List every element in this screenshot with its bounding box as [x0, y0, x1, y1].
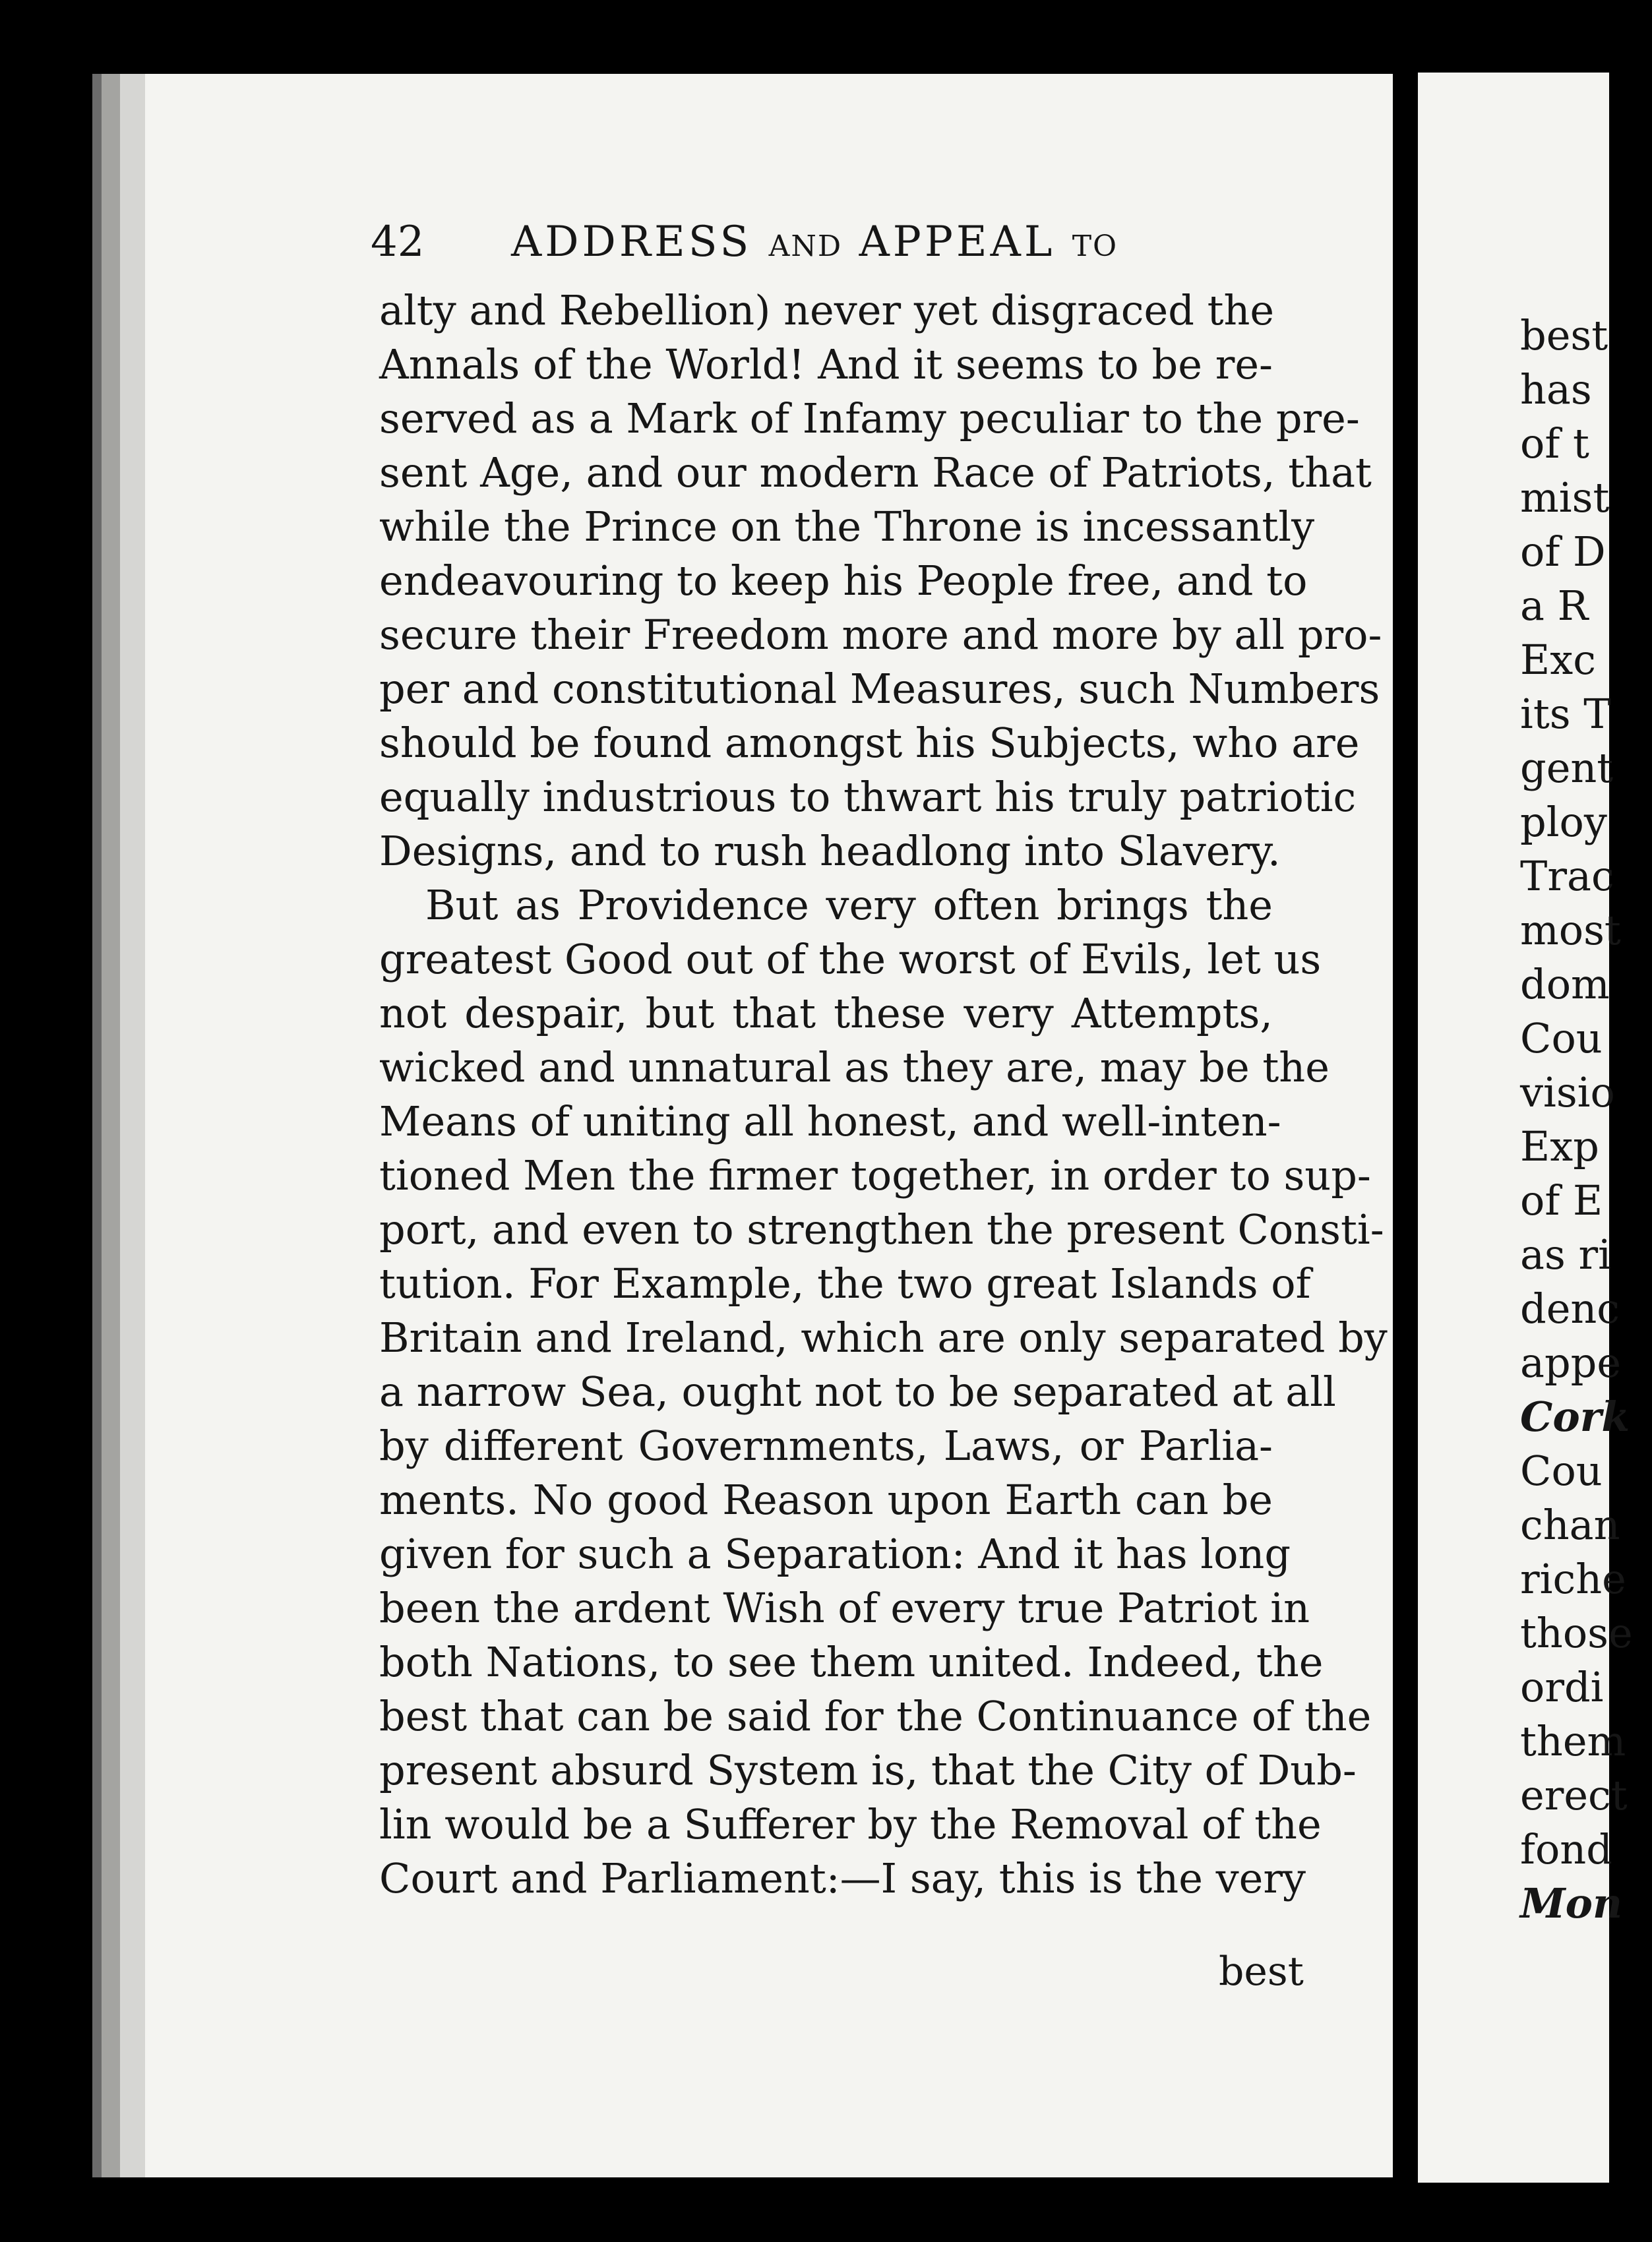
text-line: wicked and unnatural as they are, may be the	[379, 1043, 1330, 1091]
text-line: Means of uniting all honest, and well-inten-	[379, 1097, 1281, 1145]
running-title: ADDRESS AND APPEAL TO	[511, 218, 1118, 266]
text-fragment: of D	[1520, 528, 1606, 576]
text-line: best that can be said for the Continuance of the	[379, 1692, 1372, 1740]
text-fragment: riche	[1520, 1555, 1626, 1603]
text-fragment: chan	[1520, 1501, 1620, 1549]
text-fragment: its T	[1520, 690, 1611, 738]
text-fragment: Trac	[1520, 852, 1614, 900]
text-fragment: a R	[1520, 582, 1589, 630]
text-line: been the ardent Wish of every true Patriot in	[379, 1584, 1310, 1632]
text-fragment: appe	[1520, 1339, 1622, 1387]
text-line: alty and Rebellion) never yet disgraced the	[379, 286, 1275, 334]
text-fragment: ploy	[1520, 798, 1607, 846]
text-line: tioned Men the firmer together, in order to sup-	[379, 1151, 1371, 1199]
text-fragment: Exc	[1520, 636, 1596, 684]
text-fragment: as ri	[1520, 1230, 1611, 1279]
text-line: lin would be a Sufferer by the Removal of the	[379, 1800, 1322, 1848]
text-line: should be found amongst his Subjects, who are	[379, 719, 1360, 767]
text-fragment: gent	[1520, 744, 1614, 792]
text-fragment: erect	[1520, 1771, 1628, 1819]
text-fragment: ordi	[1520, 1663, 1604, 1711]
text-line: given for such a Separation: And it has long	[379, 1530, 1291, 1578]
text-line: by different Governments, Laws, or Parlia-	[379, 1422, 1273, 1470]
text-line: ments. No good Reason upon Earth can be	[379, 1476, 1273, 1524]
page-number: 42	[371, 218, 425, 266]
text-line: served as a Mark of Infamy peculiar to the pre-	[379, 394, 1360, 442]
text-fragment: has	[1520, 365, 1592, 413]
text-fragment: mist	[1520, 473, 1610, 522]
text-fragment: Cou	[1520, 1014, 1603, 1062]
text-line: endeavouring to keep his People free, and to	[379, 557, 1308, 605]
text-fragment: best	[1520, 311, 1608, 359]
text-line: present absurd System is, that the City of Dub-	[379, 1746, 1357, 1794]
page-header	[277, 218, 1279, 277]
catchword: best	[1219, 1949, 1304, 1995]
text-line: secure their Freedom more and more by all pro-	[379, 611, 1382, 659]
text-line: Britain and Ireland, which are only separated by	[379, 1314, 1388, 1362]
paragraph-start-line: But as Providence very often brings the	[425, 881, 1273, 929]
text-line: while the Prince on the Throne is incessantly	[379, 502, 1315, 551]
text-line: per and constitutional Measures, such Numbers	[379, 665, 1380, 713]
text-line: equally industrious to thwart his truly patriotic	[379, 773, 1357, 821]
text-fragment: most	[1520, 906, 1621, 954]
text-fragment: denc	[1520, 1285, 1620, 1333]
text-line: tution. For Example, the two great Islands of	[379, 1259, 1311, 1308]
text-fragment: Cou	[1520, 1447, 1603, 1495]
text-line: sent Age, and our modern Race of Patriots, that	[379, 448, 1372, 497]
text-line: both Nations, to see them united. Indeed, the	[379, 1638, 1324, 1686]
text-line: port, and even to strengthen the present Consti-	[379, 1205, 1384, 1254]
text-fragment: Mon	[1520, 1879, 1623, 1927]
text-fragment: them	[1520, 1717, 1626, 1765]
text-line: greatest Good out of the worst of Evils, let us	[379, 935, 1322, 983]
text-line: Designs, and to rush headlong into Slavery.	[379, 827, 1281, 875]
text-fragment: of E	[1520, 1176, 1603, 1225]
text-line: not despair, but that these very Attempts,	[379, 989, 1273, 1037]
text-fragment: those	[1520, 1609, 1633, 1657]
right-page-text	[1520, 309, 1652, 1931]
text-line: a narrow Sea, ought not to be separated at all	[379, 1368, 1336, 1416]
text-fragment: Cork	[1520, 1393, 1630, 1441]
text-fragment: of t	[1520, 419, 1589, 468]
text-fragment: dom	[1520, 960, 1610, 1008]
text-fragment: fond	[1520, 1825, 1612, 1873]
text-line: Annals of the World! And it seems to be re-	[379, 340, 1273, 388]
body-text	[379, 284, 1388, 1906]
text-fragment: visio	[1520, 1068, 1615, 1116]
text-line: Court and Parliament:—I say, this is the very	[379, 1854, 1306, 1902]
text-fragment: Exp	[1520, 1122, 1599, 1170]
